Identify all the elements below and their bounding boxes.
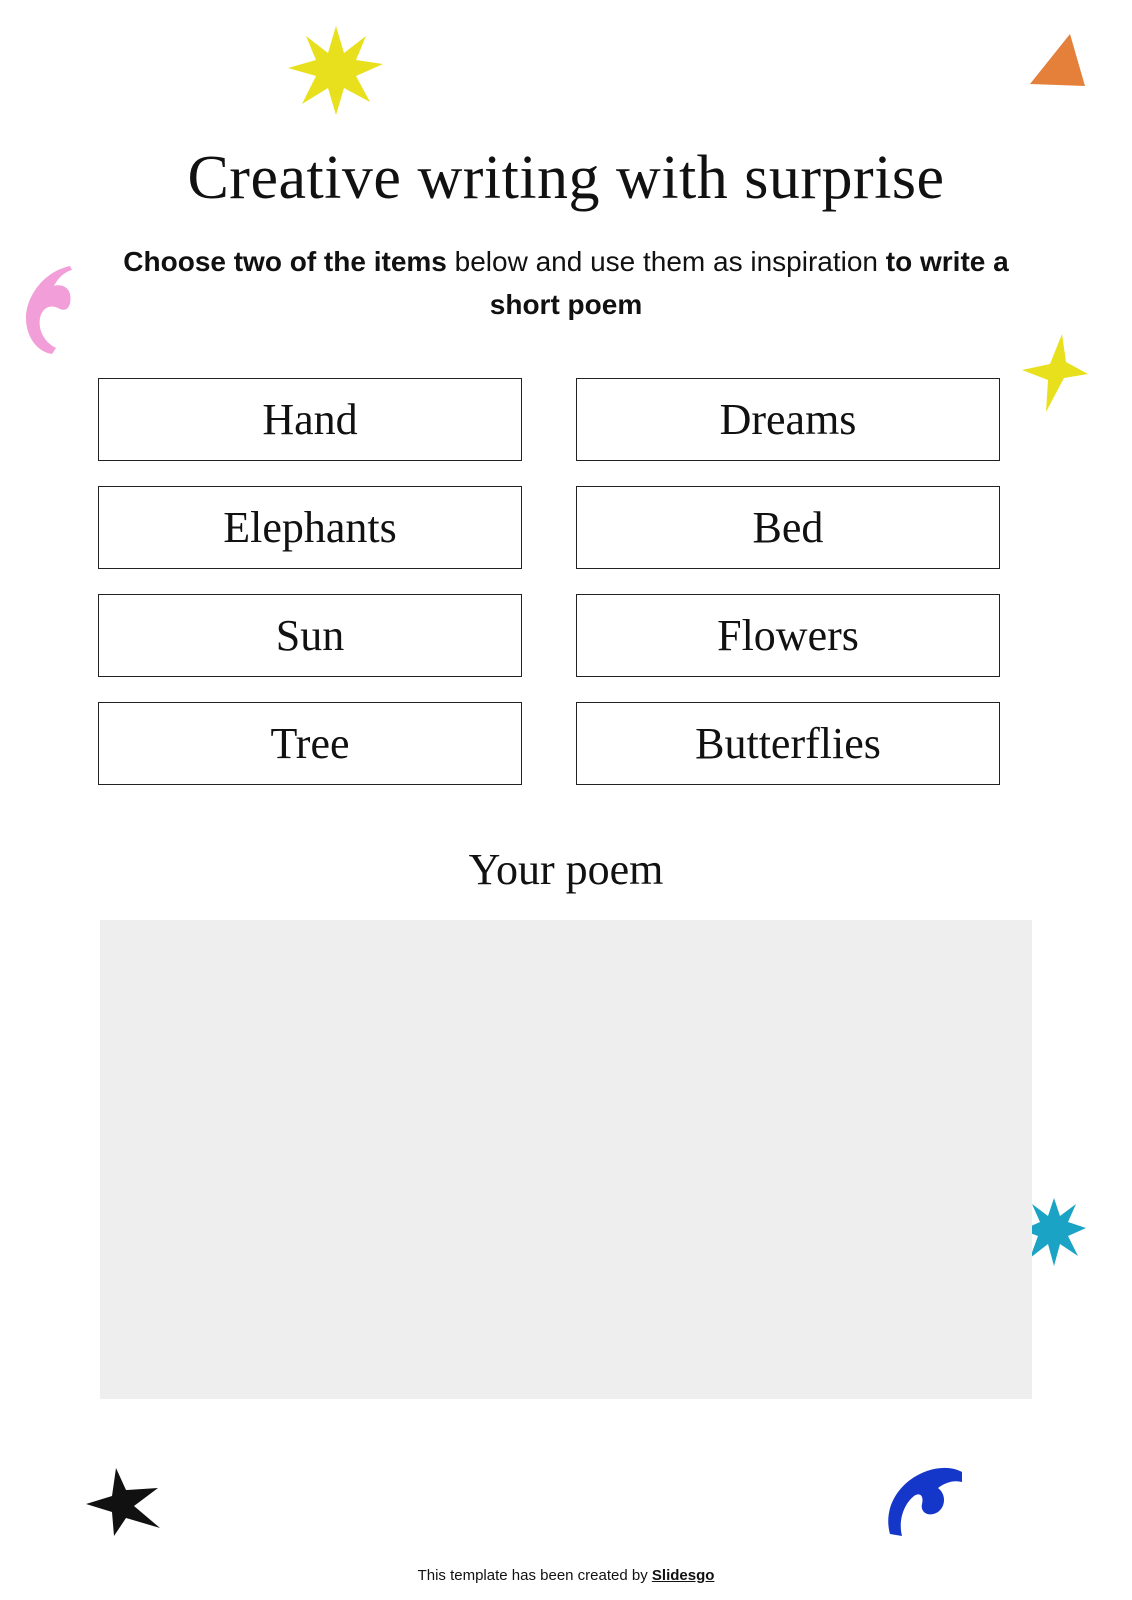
pink-swirl-icon [22,264,78,356]
item-box-tree[interactable] [98,702,522,785]
item-box-flowers[interactable] [576,594,1000,677]
item-label: Flowers [717,611,859,660]
yellow-star-icon [288,26,384,116]
item-label: Elephants [223,503,397,552]
blue-swirl-icon [884,1466,964,1538]
instructions-text [100,240,1032,326]
item-box-elephants[interactable] [98,486,522,569]
footer-credit [0,1567,1132,1584]
item-label: Tree [270,719,350,768]
poem-input[interactable] [100,920,1032,1399]
instructions-middle: below and use them as inspiration [446,246,886,277]
item-label: Sun [275,611,345,660]
instructions-bold-start: Choose two of the items [123,246,447,277]
footer-text: This template has been created by [417,1567,652,1584]
item-label: Dreams [719,395,857,444]
orange-triangle-icon [1030,34,1086,88]
poem-heading: Your poem [468,845,664,894]
page-title: Creative writing with surprise [187,144,945,212]
item-label: Hand [262,395,358,444]
yellow-star-icon [1022,334,1088,412]
item-label: Bed [752,503,824,552]
item-box-butterflies[interactable] [576,702,1000,785]
instructions-bold-end: to write a short poem [489,246,1009,320]
item-box-sun[interactable] [98,594,522,677]
item-label: Butterflies [695,719,881,768]
item-box-hand[interactable] [98,378,522,461]
black-star-icon [86,1468,162,1536]
item-box-dreams[interactable] [576,378,1000,461]
item-box-bed[interactable] [576,486,1000,569]
slidesgo-link[interactable]: Slidesgo [651,1567,715,1584]
